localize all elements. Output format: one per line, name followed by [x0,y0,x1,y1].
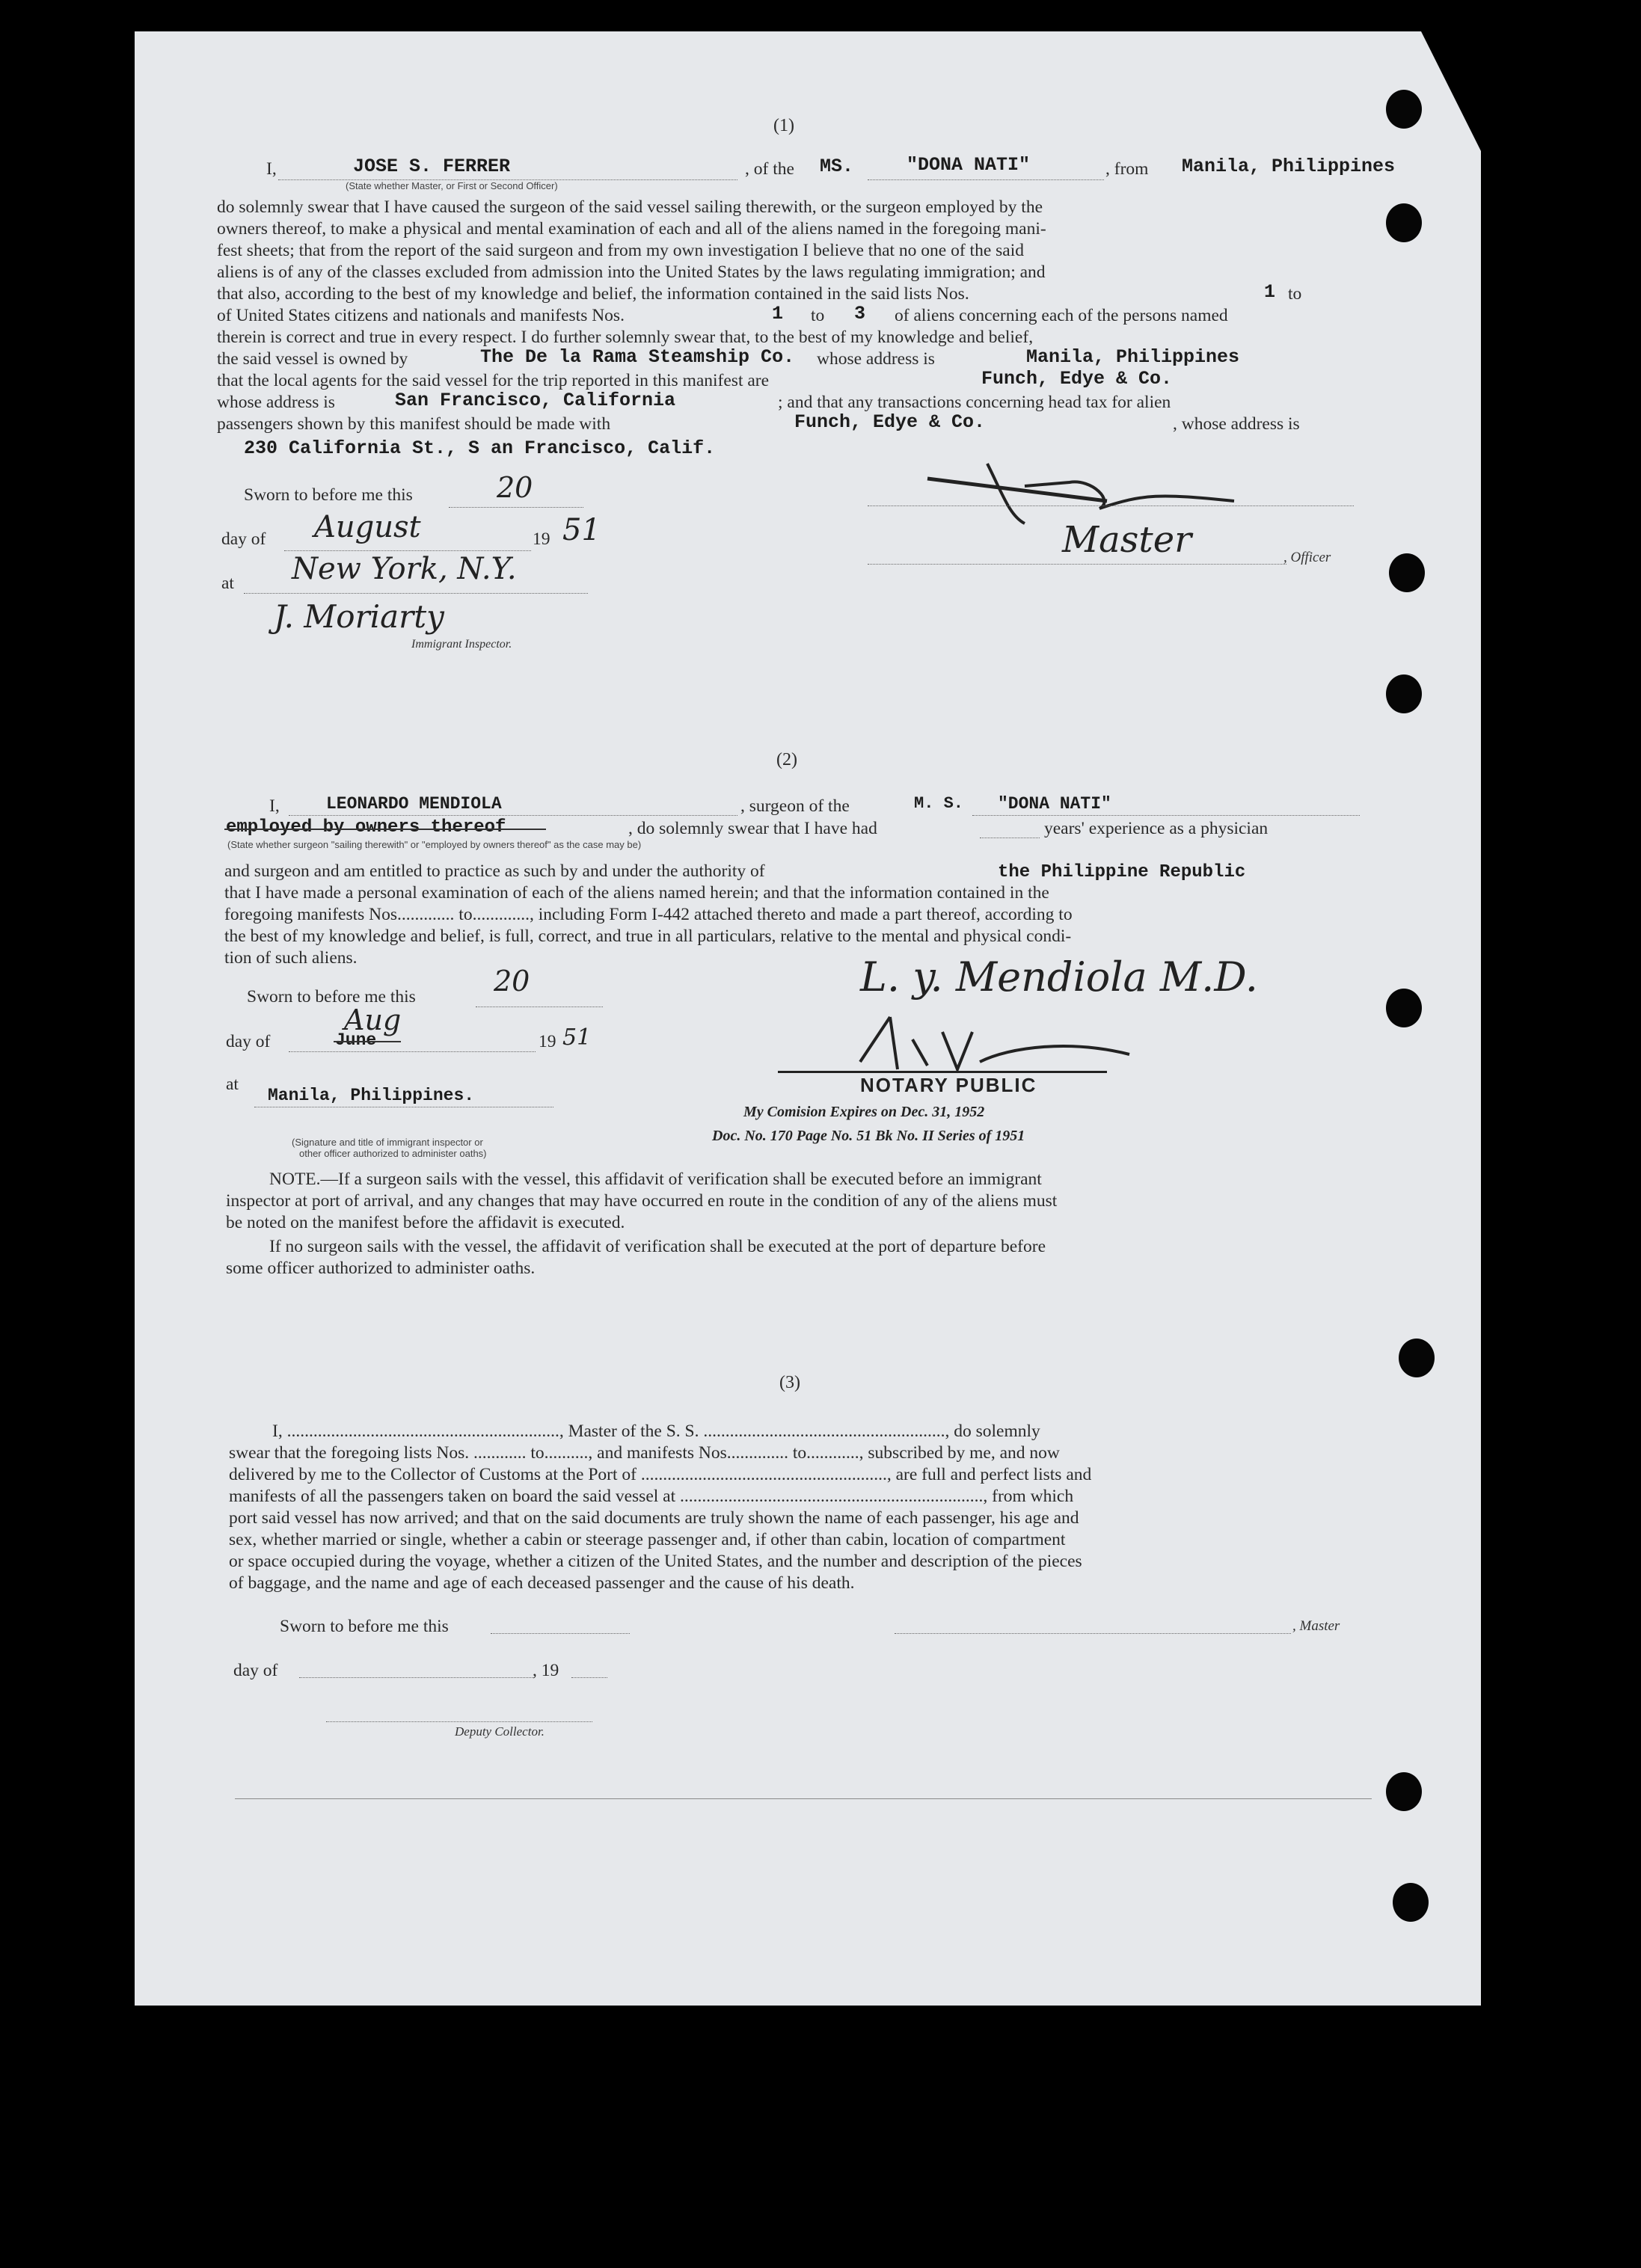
s2-body-line: foregoing manifests Nos............. to............., including Form I-442 attached thereto and made a part thereof, according to [224,905,1073,924]
surgeon-name-line [289,815,737,816]
s1-body-line: that also, according to the best of my knowledge and belief, the information contained in the said lists Nos. [217,284,969,304]
s1-sworn-line [449,507,583,508]
punch-hole [1386,203,1422,242]
s1-place-line [244,593,588,594]
s1-headtax-text: ; and that any transactions concerning head tax for alien [778,393,1171,412]
s3-day-of: day of [233,1661,278,1680]
s2-body-line: that I have made a personal examination of each of the aliens named herein; and that the information contained in the [224,883,1049,903]
bottom-rule [235,1798,1372,1799]
notary-signature-scribble [845,1009,1159,1077]
s1-body-line: of United States citizens and nationals and manifests Nos. [217,306,625,325]
s1-owner-addr: Manila, Philippines [1026,346,1240,368]
s2-body-line: and surgeon and am entitled to practice as such by and under the authority of [224,861,765,881]
s1-body-line: fest sheets; that from the report of the said surgeon and from my own investigation I believe that no one of the said [217,241,1024,260]
s1-body-line: the said vessel is owned by [217,349,408,369]
s1-year-suffix: 51 [562,513,601,547]
s3-year-prefix: , 19 [533,1661,559,1680]
punch-hole [1393,1883,1429,1922]
vessel-name-line [868,179,1104,180]
notary-line-1: My Comision Expires on Dec. 31, 1952 [743,1104,985,1120]
notary-line-2: Doc. No. 170 Page No. 51 Bk No. II Series of 1951 [712,1128,1025,1144]
s2-caption-sig: other officer authorized to administer oaths) [299,1148,487,1159]
s2-year-prefix: 19 [539,1032,556,1051]
s1-manifests-to: 3 [854,303,866,325]
s2-body-line: tion of such aliens. [224,948,358,968]
s3-collector-line [326,1721,592,1722]
s2-year-suffix: 51 [562,1024,592,1051]
s1-headtax-agent: Funch, Edye & Co. [794,411,986,433]
caption-officer: (State whether Master, or First or Second Officer) [346,180,558,191]
s3-body-line: port said vessel has now arrived; and that on the said documents are truly shown the name of each passenger, his age and [229,1508,1079,1528]
s1-at: at [221,574,234,593]
punch-hole [1386,674,1422,713]
s2-note-line: NOTE.—If a surgeon sails with the vessel, this affidavit of verification shall be executed before an immigrant [269,1170,1042,1189]
s1-body-line: do solemnly swear that I have caused the surgeon of the said vessel sailing therewith, or the surgeon employed by the [217,197,1043,217]
s3-sworn-line [491,1633,630,1634]
s1-month-line [284,550,531,551]
s1-lists-to: to [1288,284,1302,304]
s2-vessel-prefix: M. S. [914,794,964,813]
caption-employed: (State whether surgeon "sailing therewith" or "employed by owners thereof" as the case may be) [227,839,642,850]
s2-note-line: If no surgeon sails with the vessel, the affidavit of verification shall be executed at the port of departure before [269,1237,1046,1256]
s1-manifests-from: 1 [772,303,784,325]
s1-vessel-name: "DONA NATI" [907,154,1031,176]
section-1-number: (1) [773,116,794,135]
s1-body-line: , whose address is [1173,414,1300,434]
surgeon-signature: L. y. Mendiola M.D. [860,953,1258,1001]
notary-rule [778,1071,1107,1073]
s2-employed: employed by owners thereof [226,817,506,838]
s2-month-hand: Aug [344,1004,402,1036]
s3-body-line: manifests of all the passengers taken on board the said vessel at ....................................................................., from which [229,1487,1074,1506]
s1-sworn-day: 20 [497,471,533,504]
s3-line: I, .............................................................., Master of the S. S. ......................................................., do solemnly [272,1422,1040,1441]
s1-manifests-to-word: to [811,306,825,325]
officer-line [868,505,1354,506]
s2-month-line [289,1051,536,1052]
officer-caption: , Officer [1283,550,1331,565]
s2-at: at [226,1075,239,1094]
s2-note-line: be noted on the manifest before the affidavit is executed. [226,1213,625,1232]
s1-pre: I, [266,159,277,179]
s3-master-caption: , Master [1292,1618,1340,1634]
s1-place: New York, N.Y. [292,552,517,586]
s1-of-the: , of the [745,159,794,179]
s1-manifests-tail: of aliens concerning each of the persons named [895,306,1228,325]
s2-note-line: some officer authorized to administer oaths. [226,1259,536,1278]
s1-agents-addr: San Francisco, California [395,390,676,411]
s2-sworn-day: 20 [494,965,530,998]
inspector-signature: J. Moriarty [274,598,444,635]
s1-sworn-label: Sworn to before me this [244,485,413,505]
s2-sworn-label: Sworn to before me this [247,987,416,1007]
s3-body-line: swear that the foregoing lists Nos. ............ to.........., and manifests Nos.............. to............, subscribed by me, and now [229,1443,1060,1463]
s2-years: years' experience as a physician [1044,819,1269,838]
s3-master-line [895,1633,1291,1634]
surgeon-name: LEONARDO MENDIOLA [326,794,502,814]
s1-body-line: passengers shown by this manifest should be made with [217,414,611,434]
s1-body-line: owners thereof, to make a physical and mental examination of each and all of the aliens named in the foregoing mani- [217,219,1046,239]
punch-hole [1386,1772,1422,1811]
s2-place: Manila, Philippines. [268,1086,475,1105]
notary-title: NOTARY PUBLIC [860,1074,1037,1096]
s3-body-line: or space occupied during the voyage, whether a citizen of the United States, and the number and description of the pieces [229,1552,1082,1571]
officer-line [868,564,1286,565]
section-3-number: (3) [779,1373,800,1392]
s1-from-place: Manila, Philippines [1182,156,1396,177]
s1-agents: Funch, Edye & Co. [981,368,1173,390]
s1-body-line: aliens is of any of the classes excluded from admission into the United States by the laws regulating immigration; and [217,262,1046,282]
s2-solemn: , do solemnly swear that I have had [628,819,877,838]
s2-vessel-name: "DONA NATI" [998,794,1111,814]
s1-from-label: , from [1105,159,1149,179]
s3-body-line: sex, whether married or single, whether a cabin or steerage passenger and, if other than cabin, location of compartment [229,1530,1066,1549]
master-name: JOSE S. FERRER [353,156,511,177]
s1-owner-addr-label: whose address is [817,349,935,369]
s1-lists-no: 1 [1264,281,1276,303]
inspector-caption: Immigrant Inspector. [411,638,512,651]
s1-final-addr: 230 California St., S an Francisco, Calif. [244,437,716,459]
punch-hole [1386,989,1422,1027]
s2-surgeon-of: , surgeon of the [740,796,850,816]
s2-pre: I, [269,796,280,816]
s3-month-line [299,1677,534,1678]
s3-collector-caption: Deputy Collector. [455,1724,545,1739]
s2-note-line: inspector at port of arrival, and any changes that may have occurred en route in the condition of any of the aliens must [226,1191,1058,1211]
s1-body-line: therein is correct and true in every respect. I do further solemnly swear that, to the best of my knowledge and belief, [217,328,1034,347]
s1-vessel-prefix: MS. [820,156,854,177]
s2-month-struck: June [335,1030,377,1050]
s1-day-of: day of [221,529,266,549]
s3-year-line [571,1677,607,1678]
s3-sworn-label: Sworn to before me this [280,1617,449,1636]
s2-body-line: the best of my knowledge and belief, is full, correct, and true in all particulars, relative to the mental and physical condi- [224,926,1072,946]
punch-hole [1386,90,1422,129]
section-2-number: (2) [776,750,797,769]
s2-day-of: day of [226,1032,271,1051]
s2-authority: the Philippine Republic [998,862,1246,882]
s2-vessel-line [972,815,1360,816]
s1-year-prefix: 19 [533,529,550,549]
master-signature-word: Master [1062,519,1192,561]
punch-hole [1389,553,1425,592]
s1-owner: The De la Rama Steamship Co. [480,346,795,368]
s2-caption-sig: (Signature and title of immigrant inspector or [292,1137,483,1148]
s1-body-line: that the local agents for the said vessel for the trip reported in this manifest are [217,371,770,390]
s2-month-strike [334,1041,401,1042]
s2-employed-strike [224,829,546,830]
s1-body-line: whose address is [217,393,335,412]
s1-month: August [314,510,421,544]
punch-hole [1399,1339,1435,1377]
s3-body-line: of baggage, and the name and age of each deceased passenger and the cause of his death. [229,1573,855,1593]
s3-body-line: delivered by me to the Collector of Customs at the Port of ........................................................, are full and perfect lists and [229,1465,1092,1484]
